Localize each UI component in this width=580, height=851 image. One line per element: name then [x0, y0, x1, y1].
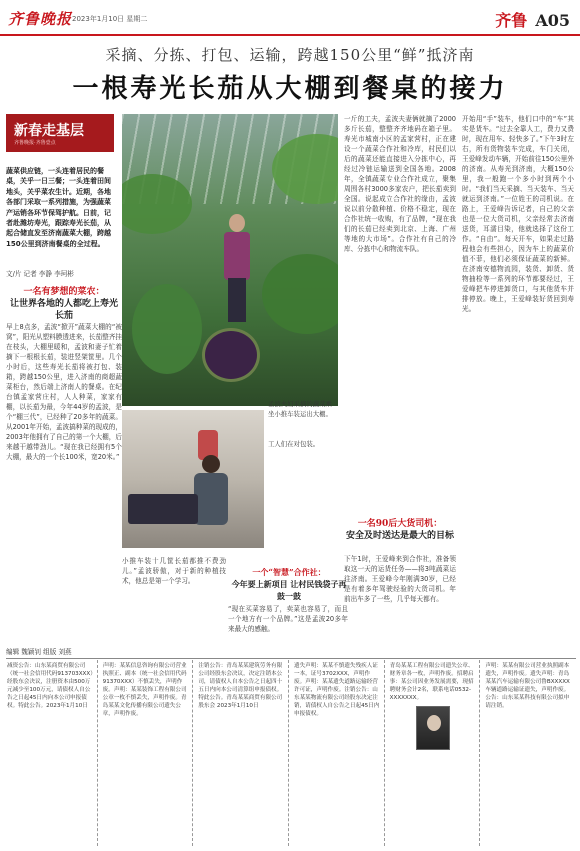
section1-title-main: 让世界各地的人都吃上寿光长茄 [9, 299, 118, 321]
ad-column [482, 660, 576, 846]
section2-title-main: 今年要上新项目 让村民钱袋子再鼓一鼓 [231, 579, 347, 601]
ad-column [100, 660, 194, 846]
leaf-shape [132, 284, 202, 374]
section2-body-b: “现在买菜容易了，卖菜也容易了，而且一个地方有一个品牌。”这是孟波20多年来最大的感触。 [228, 605, 348, 633]
section2-title [228, 566, 350, 602]
top-bar [0, 0, 580, 36]
eggplant-tray [128, 494, 198, 524]
farmer-figure [222, 214, 252, 324]
portrait-photo [416, 706, 450, 750]
ad-column [4, 660, 98, 846]
section2-title-red: 一个“智慧”合作社： [252, 567, 326, 577]
section3-title [344, 518, 456, 542]
photo-caption-2: 工人们在对包装。 [268, 440, 320, 448]
pub-date: 2023年1月10日 星期二 [72, 15, 148, 23]
leaf-shape [122, 174, 192, 234]
editor-credit: 编辑 魏颖钊 组版 刘燕 [6, 646, 576, 659]
section1-title [6, 286, 122, 322]
sub-headline: 采摘、分拣、打包、运输，跨越150公里“鲜”抵济南 [105, 46, 475, 64]
edition-label [495, 8, 570, 31]
byline: 文/片 记者 李静 李珂彬 [6, 270, 74, 278]
edition-region: 齐鲁 [495, 11, 528, 30]
greenhouse-photo [122, 114, 338, 406]
masthead: 齐鲁晚报 [8, 10, 73, 28]
ad-notice: 遗失声明：某某不慎遗失残疾人证一本，证号3702XXX，声明作废。声明：某某遗失道路运输经营许可证，声明作废。注销公告：山东某某物流有限公司经股东决定注销，请债权人自公告之日起45日内申报债权。 [293, 663, 380, 717]
photo-caption-1: 孟波夫妇采摘的蔬菜乘坐小推车装运出大棚。 [268, 400, 332, 418]
section1-body: 早上8点多，孟波“掀开”蔬菜大棚的“被窝”，阳光从塑料膜透进来，长茄整齐挂在枝头，大棚里暖和，孟波和妻子忙着摘下一根根长茄，装进竖架筐里。几个小时后，这些寿光长茄将被打包、装箱，跨越150公里，进入济南的商超蔬菜柜台，然后端上济南人的餐桌。在纪台镇孟家营庄村，人人种菜，家家有棚，以长茄为最，今年44岁的孟波，是个“棚三代”，已经种了20多年的蔬菜。从2001年开始，孟波搞种菜的现成的，2003年他拥有了自己的第一个大棚，后来越干越带劲儿。“现在我已经拥有5个大棚，最大的一个长100米，宽20米。” [6, 323, 122, 461]
section3-body: 下午1时，王爱峰来到合作社，准备领取这一天的运货任务——将3吨蔬菜运往济南。王爱峰今年刚满30岁，已经是有着多年驾驶经验的大货司机。年前出车多了一些，几乎每天都有。 [344, 555, 456, 603]
section3-title-red: 一名90后大货司机： [357, 519, 443, 529]
page-number: A05 [535, 11, 570, 30]
classified-ads [4, 660, 576, 846]
column-logo-title: 新春走基层 [14, 123, 84, 139]
ad-notice: 减资公告：山东某商贸有限公司（统一社会信用代码913703XXX）经股东会决议，注册资本由500万元减少至100万元，请债权人自公告之日起45日内向本公司申报债权。特此公告。2023年1月10日 [7, 663, 93, 709]
ad-column [195, 660, 289, 846]
column-4-text: 开始用“手”装车，他们口中的“车”其实是货车。“过去全靠人工，费力又费时，现在用车、轻快多了。”下午3时左右，所有货物装车完成，车门关闭，王爱峰发动车辆，开始前往150公里外的济南。从寿光到济南，大概150公里，我一般跑一个多小时到两个小时。“我们当天采摘、当天装车、当天就运到济南。”一位姓王的司机说。在路上，王爱峰告诉记者，自己的父亲也是一位大货司机，父亲经常去济南送货，耳濡目染，他就选择了这份工作。“自由”。每天开车，如果走过路程他会有些担心，因为车上的蔬菜价值不菲，他们必须保证蔬菜的新鲜。在济南安德物流园，装货、卸货、货物抽检等一系列的环节都要经过，王爱峰把车停进卸货口，与其他货车并排停放。晚上，王爱峰装好货回到寿光。 [462, 115, 574, 313]
ad-column [291, 660, 385, 846]
section2-body-a: 小推车装十几筐长茄都推不费劲儿。”孟波骄傲，对于新的种植技术，他总是第一个学习。 [122, 557, 226, 585]
column-logo-sub: 齐鲁晚报·齐鲁壹点 [14, 140, 56, 146]
ad-notice: 青岛某某工程有限公司遗失公章、财务章各一枚，声明作废。招聘启事：某公司因业务发展需要，现招聘财务会计2名，联系电话0532-XXXXXXX。 [389, 663, 474, 701]
ad-notice: 注销公告：青岛某某建筑劳务有限公司经股东会决议，决定注销本公司，请债权人自本公告之日起四十五日内向本公司清算组申报债权。特此公告。青岛某某商贸有限公司股东会 2023年1月10日 [198, 663, 283, 709]
eggplant-basket [202, 328, 260, 382]
main-headline: 一根寿光长茄从大棚到餐桌的接力 [72, 74, 508, 104]
section1-title-red: 一名有梦想的菜农： [23, 287, 105, 297]
column-logo [6, 114, 114, 152]
column-3-text: 一斤的工夫，孟波夫妻俩就摘了2000多斤长茄，整整齐齐地码在箱子里。寿光市城南小区的孟家营村，正在建设一个蔬菜合作社和冷库，村民们以后的蔬菜还能直接进入分拣中心，再经过冷链运输送到全国各地。2008年，全镇蔬菜专业合作社成立，聚集周围各村3000多家农户，把长茄卖到全国。说起成立合作社的缘由，孟波说以前分散种植、价格不稳定，现在合作社统一收购，有了品牌，“现在我们的长茄已经卖到北京、上海、广州等地的大市场”。合作社有自己的冷库、分拣中心和物流车队。 [344, 115, 456, 253]
ad-column [387, 660, 481, 846]
leaf-shape [262, 254, 338, 334]
packing-photo [122, 410, 264, 548]
ad-notice: 声明：某某有限公司营业执照副本遗失，声明作废。遗失声明：青岛某某汽车运输有限公司鲁BXXXXX车辆道路运输证遗失，声明作废。公告：山东某某科技有限公司拟申请注销。 [485, 663, 570, 709]
ad-notice: 声明：某某信息咨询有限公司营业执照正、副本（统一社会信用代码91370XXX）不慎丢失，声明作废。声明：某某装饰工程有限公司公章一枚不慎丢失，声明作废。青岛某某文化传播有限公司遗失公章，声明作废。 [102, 663, 187, 717]
section3-title-main: 安全及时送达是最大的目标 [345, 531, 454, 541]
lede-paragraph: 蔬菜供应链，一头连着居民的餐桌，关乎一日三餐；一头连着田间地头，关乎菜农生计。近期，各地各部门采取一系列措施，为强蔬菜产运销各环节保驾护航。日前，记者赴潍坊寿光，跟踪寿光长茄，从起合储直发至济南蔬菜大棚，跨越150公里到济南餐桌的全过程。 [6, 167, 111, 248]
